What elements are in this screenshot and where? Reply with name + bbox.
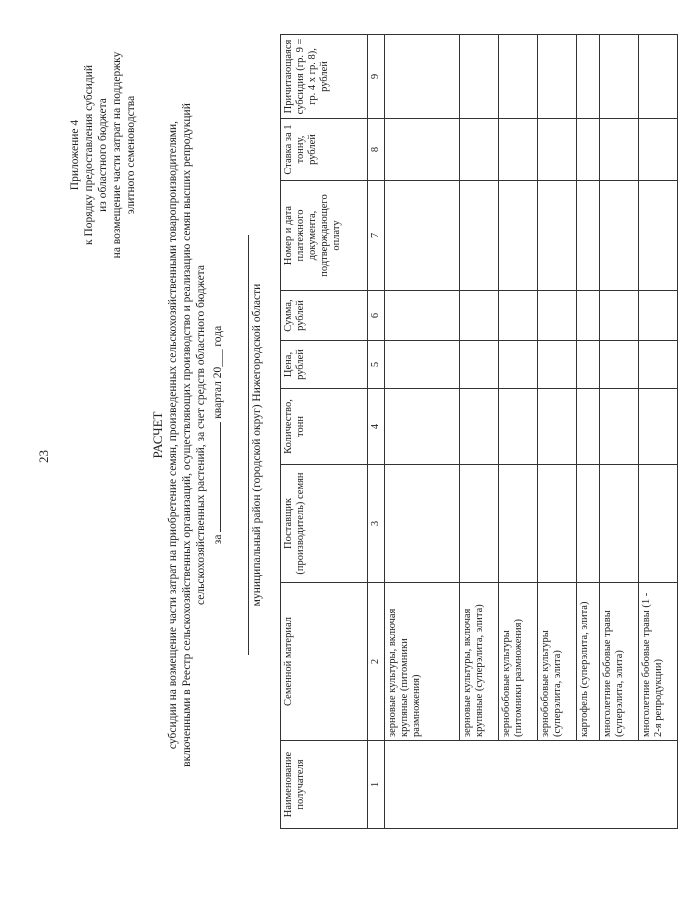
table-cell xyxy=(639,465,678,583)
header-cell: Семенной материал xyxy=(281,583,368,741)
recipient-name-cell xyxy=(385,741,678,829)
appendix-line-2: к Порядку предоставления субсидий xyxy=(83,65,95,245)
header-cell: Причитающаяся субсидия (гр. 9 = гр. 4 х гр. 8), рублей xyxy=(281,35,368,119)
table-cell xyxy=(460,35,499,119)
table-cell xyxy=(460,341,499,389)
column-number: 1 xyxy=(368,741,385,829)
table-cell xyxy=(577,465,600,583)
table-cell xyxy=(639,181,678,291)
table-cell xyxy=(600,465,639,583)
table-row xyxy=(538,35,577,829)
table-cell xyxy=(577,389,600,465)
table-cell xyxy=(460,181,499,291)
period-blank xyxy=(210,422,221,532)
table-cell xyxy=(460,291,499,341)
table-cell xyxy=(385,341,460,389)
seed-material-cell: зерновые культуры, включая крупяные (суперэлита, элита) xyxy=(460,583,499,741)
table-cell xyxy=(600,341,639,389)
column-number: 5 xyxy=(368,341,385,389)
column-number: 8 xyxy=(368,119,385,181)
subtitle-line-2: включенными в Реестр сельскохозяйственных организаций, осуществляющих производство и реализацию семян высших репродукций xyxy=(181,103,193,767)
column-number-row xyxy=(368,35,385,829)
header-cell: Цена, рублей xyxy=(281,341,368,389)
table-row xyxy=(577,35,600,829)
header-cell: Количество, тонн xyxy=(281,389,368,465)
table-cell xyxy=(639,389,678,465)
table-cell xyxy=(460,465,499,583)
table-row xyxy=(639,35,678,829)
table-cell xyxy=(639,35,678,119)
table-cell xyxy=(538,35,577,119)
header-cell: Номер и дата платежного документа, подтверждающего оплату xyxy=(281,181,368,291)
table-cell xyxy=(600,389,639,465)
table-row xyxy=(460,35,499,829)
table-cell xyxy=(577,291,600,341)
column-number: 6 xyxy=(368,291,385,341)
header-cell: Сумма, рублей xyxy=(281,291,368,341)
table-cell xyxy=(385,181,460,291)
table-cell xyxy=(577,341,600,389)
document-title: РАСЧЕТ xyxy=(150,411,165,459)
subtitle-line-1: субсидии на возмещение части затрат на приобретение семян, произведенных сельскохозяйственными товаропроизводителями, xyxy=(167,120,179,750)
table-cell xyxy=(577,35,600,119)
table-cell xyxy=(499,465,538,583)
table-cell xyxy=(538,291,577,341)
table-cell xyxy=(639,119,678,181)
table-cell xyxy=(385,35,460,119)
document-subtitle xyxy=(166,55,208,815)
header-cell: Поставщик (производитель) семян xyxy=(281,465,368,583)
table-cell xyxy=(499,341,538,389)
column-number: 4 xyxy=(368,389,385,465)
column-number: 7 xyxy=(368,181,385,291)
table-cell xyxy=(538,389,577,465)
column-number: 2 xyxy=(368,583,385,741)
seed-material-cell: многолетние бобовые травы (суперэлита, элита) xyxy=(600,583,639,741)
appendix-line-3: из областного бюджета xyxy=(97,98,109,212)
column-number: 9 xyxy=(368,35,385,119)
table-cell xyxy=(600,181,639,291)
table-cell xyxy=(577,181,600,291)
district-caption: муниципальный район (городской округ) Нижегородской области xyxy=(251,283,263,607)
table-row xyxy=(600,35,639,829)
period-suffix: квартал 20___ года xyxy=(212,325,224,419)
table-cell xyxy=(385,119,460,181)
period-prefix: за xyxy=(212,534,224,545)
table-header-row xyxy=(281,35,368,829)
table-cell xyxy=(538,341,577,389)
table-cell xyxy=(385,465,460,583)
calculation-table xyxy=(280,34,678,829)
period-line xyxy=(210,55,224,815)
header-cell: Наименование получателя xyxy=(281,741,368,829)
table-cell xyxy=(499,35,538,119)
page-number: 23 xyxy=(36,450,51,463)
table-cell xyxy=(600,119,639,181)
table-cell xyxy=(538,119,577,181)
table-cell xyxy=(460,389,499,465)
district-underline xyxy=(248,235,249,655)
seed-material-cell: зерновые культуры, включая крупяные (питомники размножения) xyxy=(385,583,460,741)
table-row xyxy=(385,35,460,829)
table-cell xyxy=(499,181,538,291)
table-row xyxy=(499,35,538,829)
table-cell xyxy=(600,291,639,341)
appendix-line-1: Приложение 4 xyxy=(69,119,81,191)
table-cell xyxy=(639,291,678,341)
appendix-line-5: элитного семеноводства xyxy=(125,95,137,215)
seed-material-cell: картофель (суперэлита, элита) xyxy=(577,583,600,741)
seed-material-cell: многолетние бобовые травы (1 - 2-я репродукции) xyxy=(639,583,678,741)
column-number: 3 xyxy=(368,465,385,583)
header-cell: Ставка за 1 тонну, рублей xyxy=(281,119,368,181)
table-cell xyxy=(600,35,639,119)
table-cell xyxy=(499,389,538,465)
seed-material-cell: зернобобовые культуры (питомники размножения) xyxy=(499,583,538,741)
table-cell xyxy=(385,389,460,465)
table-cell xyxy=(639,341,678,389)
table-cell xyxy=(460,119,499,181)
table-cell xyxy=(385,291,460,341)
table-cell xyxy=(499,291,538,341)
table-cell xyxy=(538,181,577,291)
table-cell xyxy=(577,119,600,181)
table-cell xyxy=(538,465,577,583)
appendix-line-4: на возмещение части затрат на поддержку xyxy=(111,51,123,259)
subtitle-line-3: сельскохозяйственных растений, за счет средств областного бюджета xyxy=(195,265,207,605)
seed-material-cell: зернобобовые культуры (суперэлита, элита) xyxy=(538,583,577,741)
table-cell xyxy=(499,119,538,181)
appendix-block xyxy=(68,25,138,285)
